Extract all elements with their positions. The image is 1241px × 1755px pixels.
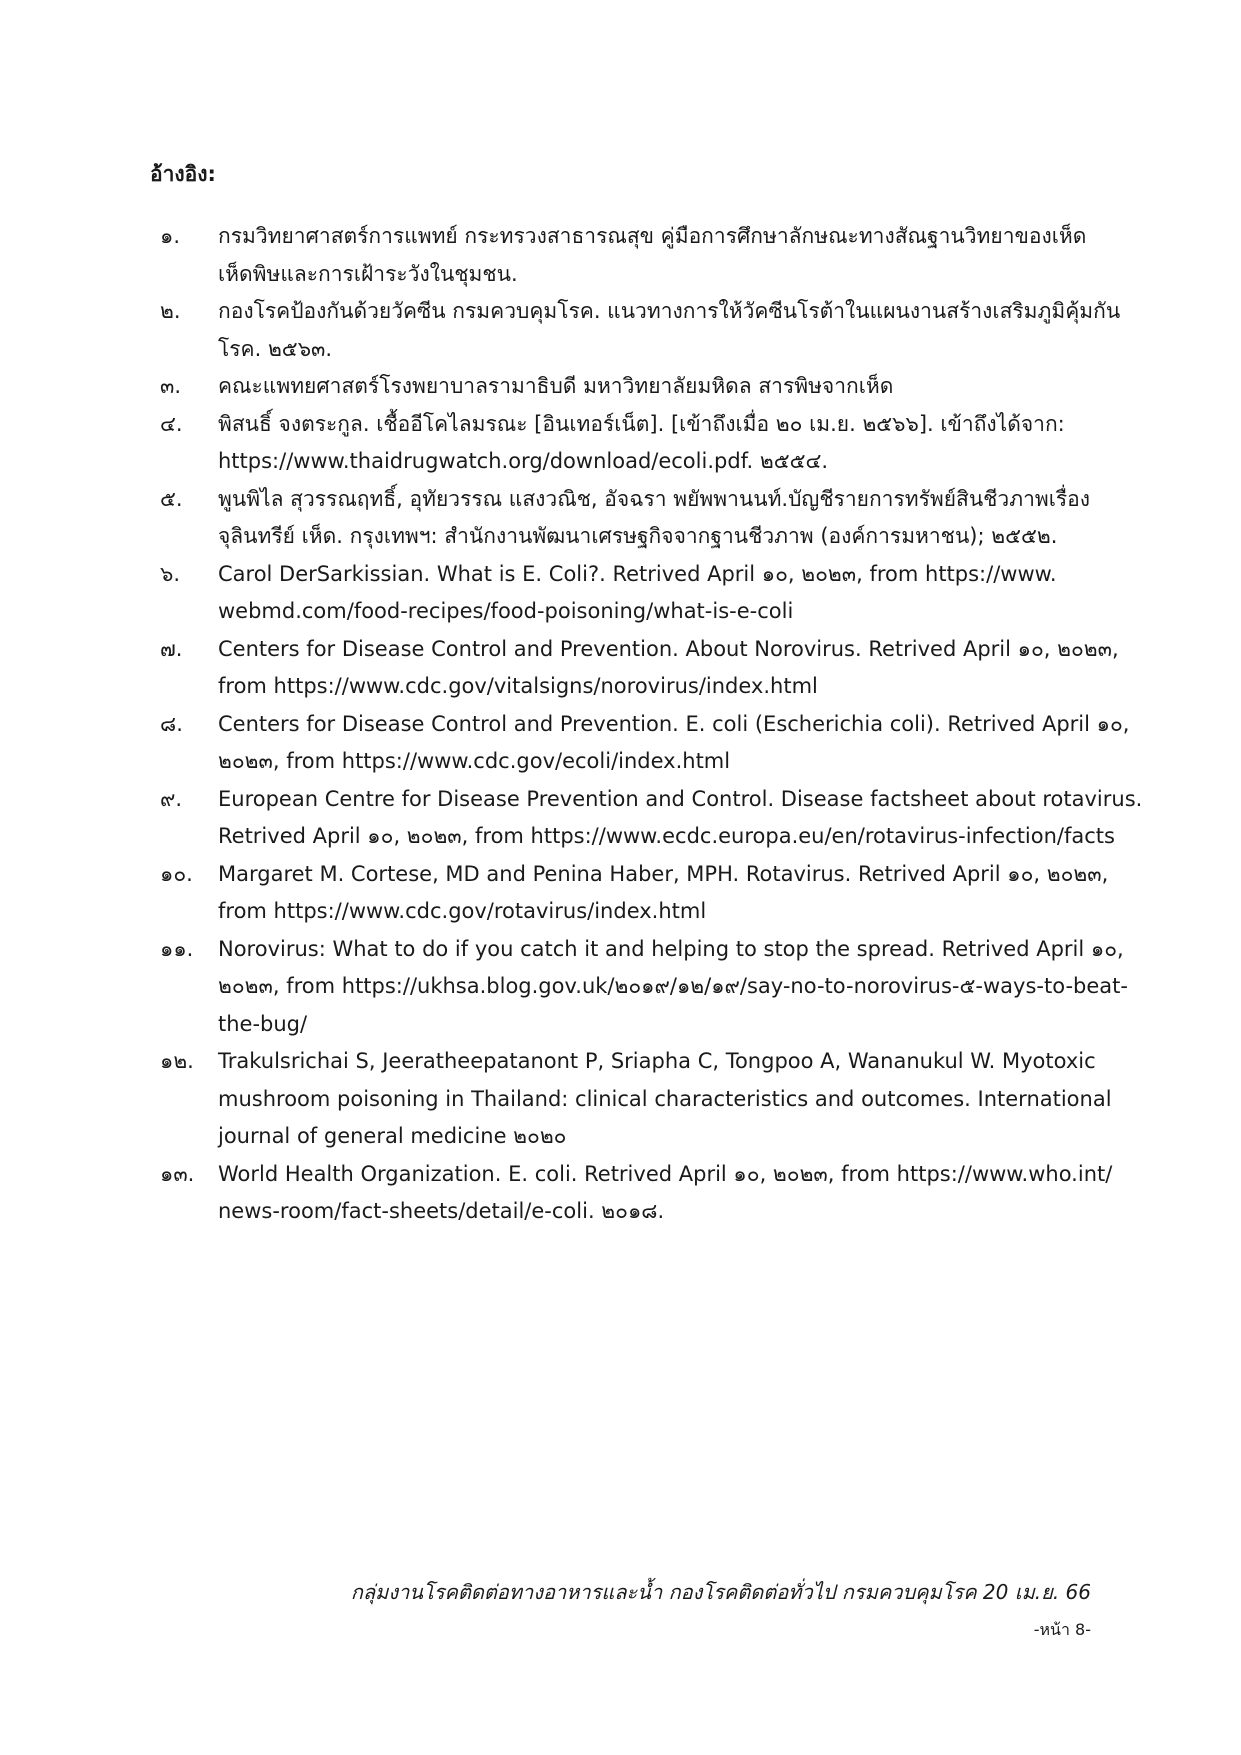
reference-list [160,218,1143,1231]
reference-line: European Centre for Disease Prevention and Control. Disease factsheet about rotavirus. [218,786,1143,811]
reference-line: from https://www.cdc.gov/vitalsigns/norovirus/index.html [218,674,818,698]
reference-number: ๑. [160,224,181,248]
reference-text [218,781,1142,856]
reference-line: webmd.com/food-recipes/food-poisoning/what-is-e-coli [218,599,794,623]
reference-line: Margaret M. Cortese, MD and Penina Haber, MPH. Rotavirus. Retrived April ๑๐, ๒๐๒๓, [218,861,1109,886]
reference-item [160,706,1130,781]
reference-text [218,481,1100,556]
reference-item [160,931,1128,1044]
reference-number: ๑๓. [160,1161,195,1186]
reference-line: Trakulsrichai S, Jeeratheepatanont P, Sriapha C, Tongpoo A, Wananukul W. Myotoxic [218,1049,1096,1073]
reference-number: ๑๒. [160,1049,194,1073]
reference-line: กรมวิทยาศาสตร์การแพทย์ กระทรวงสาธารณสุข คู่มือการศึกษาลักษณะทางสัณฐานวิทยาของเห็ด [218,224,1087,248]
reference-line: Norovirus: What to do if you catch it and helping to stop the spread. Retrived April ๑๐, [218,936,1124,961]
reference-text [218,218,1100,293]
reference-text [218,1156,1112,1231]
reference-item [160,406,1100,481]
reference-number: ๙. [160,786,183,811]
reference-text [218,631,1119,706]
reference-line: เห็ดพิษและการเฝ้าระวังในชุมชน. [218,261,518,286]
reference-number: ๑๐. [160,861,193,886]
reference-line: mushroom poisoning in Thailand: clinical characteristics and outcomes. International [218,1086,1112,1111]
reference-item [160,481,1100,556]
reference-line: จุลินทรีย์ เห็ด. กรุงเทพฯ: สำนักงานพัฒนาเศรษฐกิจจากฐานชีวภาพ (องค์การมหาชน); ๒๕๕๒. [218,524,1058,548]
reference-number: ๔. [160,411,183,436]
reference-text [218,856,1108,931]
reference-line: journal of general medicine ๒๐๒๐ [218,1124,567,1148]
references-heading: อ้างอิง: [150,162,216,186]
reference-text [218,368,1100,406]
reference-item [160,218,1100,293]
reference-line: โรค. ๒๕๖๓. [218,336,333,361]
reference-text [218,293,1120,368]
reference-text [218,556,1100,631]
reference-number: ๒. [160,299,181,323]
reference-line: Retrived April ๑๐, ๒๐๒๓, from https://www.ecdc.europa.eu/en/rotavirus-infection/facts [218,824,1115,848]
reference-text [218,931,1128,1044]
reference-number: ๑๑. [160,936,194,961]
reference-line: https://www.thaidrugwatch.org/download/ecoli.pdf. ๒๕๕๔. [218,449,829,473]
reference-line: พูนพิไล สุวรรณฤทธิ์, อุทัยวรรณ แสงวณิช, อัจฉรา พยัพพานนท์.บัญชีรายการทรัพย์สินชีวภาพเรื่อง [218,486,1091,511]
reference-item [160,293,1121,368]
reference-line: Centers for Disease Control and Prevention. E. coli (Escherichia coli). Retrived April ๑๐, [218,711,1130,736]
reference-text [218,1043,1112,1156]
reference-line: Centers for Disease Control and Prevention. About Norovirus. Retrived April ๑๐, ๒๐๒๓, [218,636,1119,661]
reference-item [160,631,1119,706]
footer-text: กลุ่มงานโรคติดต่อทางอาหารและน้ำ กองโรคติดต่อทั่วไป กรมควบคุมโรค 20 เม.ย. 66 [350,1580,1091,1604]
reference-text [218,406,1100,481]
reference-number: ๓. [160,374,182,398]
reference-text [218,706,1129,781]
reference-item [160,1156,1113,1231]
reference-item [160,368,1100,406]
reference-item [160,556,1100,631]
reference-line: กองโรคป้องกันด้วยวัคซีน กรมควบคุมโรค. แนวทางการให้วัคซีนโรต้าในแผนงานสร้างเสริมภูมิคุ้มกัน [218,299,1121,323]
reference-item [160,856,1109,931]
reference-line: คณะแพทยศาสตร์โรงพยาบาลรามาธิบดี มหาวิทยาลัยมหิดล สารพิษจากเห็ด [218,374,894,398]
reference-item [160,781,1143,856]
page-number: -หน้า 8- [1033,1620,1091,1639]
reference-line: ๒๐๒๓, from https://ukhsa.blog.gov.uk/๒๐๑๙/๑๒/๑๙/say-no-to-norovirus-๕-ways-to-beat- [218,974,1128,998]
reference-number: ๖. [160,561,181,586]
reference-line: the-bug/ [218,1011,308,1036]
reference-line: Carol DerSarkissian. What is E. Coli?. Retrived April ๑๐, ๒๐๒๓, from https://www. [218,561,1057,586]
reference-line: news-room/fact-sheets/detail/e-coli. ๒๐๑๘. [218,1199,665,1223]
reference-number: ๘. [160,711,183,736]
reference-line: from https://www.cdc.gov/rotavirus/index.html [218,899,707,923]
reference-number: ๗. [160,636,183,661]
reference-item [160,1043,1112,1156]
reference-number: ๕. [160,486,183,511]
reference-line: ๒๐๒๓, from https://www.cdc.gov/ecoli/index.html [218,749,731,773]
reference-line: World Health Organization. E. coli. Retrived April ๑๐, ๒๐๒๓, from https://www.who.int/ [218,1161,1113,1186]
reference-line: พิสนธิ์ จงตระกูล. เชื้ออีโคไลมรณะ [อินเทอร์เน็ต]. [เข้าถึงเมื่อ ๒๐ เม.ย. ๒๕๖๖]. เข้าถึงได้จาก: [218,411,1065,436]
